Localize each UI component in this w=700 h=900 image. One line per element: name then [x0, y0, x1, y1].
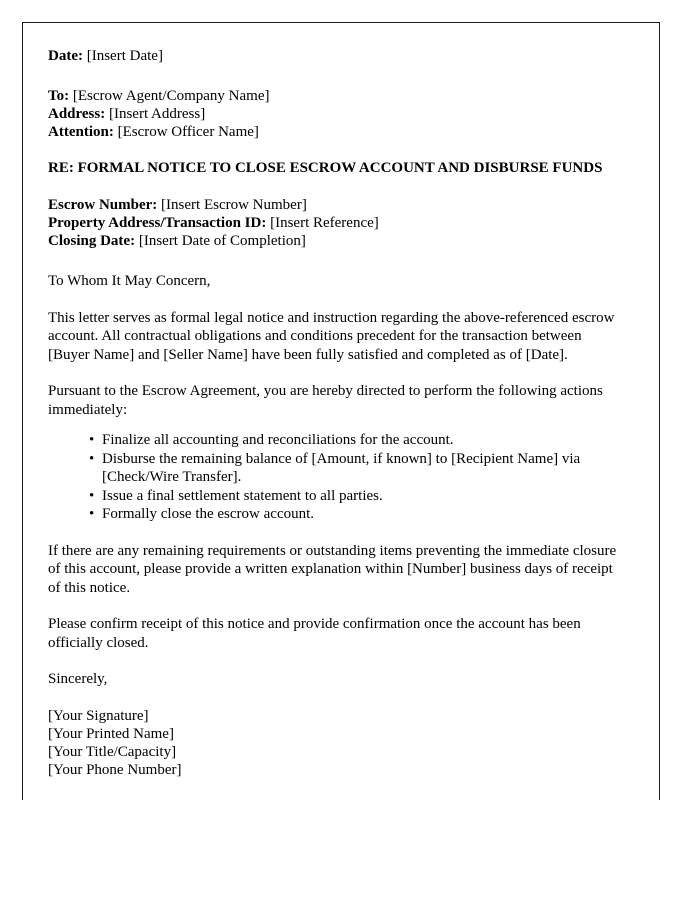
paragraph-4: Please confirm receipt of this notice and provide confirmation once the account has been officially closed.: [48, 616, 581, 651]
paragraph-3: If there are any remaining requirements or outstanding items preventing the immediate closure of this account, please provide a written explanation within [Number] business days of receipt of this notice.: [48, 542, 617, 596]
closing-date-label: Closing Date:: [48, 233, 136, 249]
paragraph-2: Pursuant to the Escrow Agreement, you are hereby directed to perform the following actions immediately:: [48, 383, 603, 418]
property-line: [48, 214, 621, 232]
attention-line: [48, 123, 621, 141]
recipient-line: [48, 87, 621, 105]
spacer: [48, 250, 621, 272]
date-label: Date:: [48, 48, 83, 64]
printed-name-line: [Your Printed Name]: [48, 725, 174, 742]
closing-salutation: Sincerely,: [48, 671, 108, 687]
spacer: [48, 291, 621, 309]
to-label: To:: [48, 88, 70, 104]
letter-page: [22, 22, 660, 800]
escrow-number-value: [Insert Escrow Number]: [161, 197, 307, 213]
property-value: [Insert Reference]: [270, 215, 379, 231]
title-line: [Your Title/Capacity]: [48, 743, 177, 760]
address-line: [48, 105, 621, 123]
list-item: • Finalize all accounting and reconciliations for the account.: [89, 431, 649, 450]
spacer: [48, 141, 621, 159]
escrow-number-label: Escrow Number:: [48, 197, 158, 213]
address-value: [Insert Address]: [108, 106, 206, 122]
spacer: [48, 597, 621, 615]
spacer: [48, 689, 621, 707]
spacer: [48, 652, 621, 670]
attention-label: Attention:: [48, 124, 114, 140]
attention-value: [Escrow Officer Name]: [117, 124, 259, 140]
signature-line: [Your Signature]: [48, 707, 149, 724]
list-item: • Issue a final settlement statement to all parties.: [89, 487, 649, 506]
letter-content: [48, 47, 621, 779]
phone-line: [Your Phone Number]: [48, 761, 182, 778]
spacer: [48, 65, 621, 87]
date-line: [48, 47, 621, 65]
closing-date-value: [Insert Date of Completion]: [138, 233, 306, 249]
to-value: [Escrow Agent/Company Name]: [72, 88, 270, 104]
closing-date-line: [48, 232, 621, 250]
list-item: • Disburse the remaining balance of [Amount, if known] to [Recipient Name] via [Check/Wire Transfer].: [89, 450, 649, 487]
escrow-number-line: [48, 196, 621, 214]
date-value: [Insert Date]: [86, 48, 163, 64]
paragraph-1: This letter serves as formal legal notice and instruction regarding the above-referenced escrow account. All contractual obligations and conditions precedent for the transaction between [Buyer Name] and [Seller Name] have been fully satisfied and completed as of [Date].: [48, 309, 615, 363]
list-item: • Formally close the escrow account.: [89, 505, 649, 524]
address-label: Address:: [48, 106, 106, 122]
spacer: [48, 178, 621, 196]
property-label: Property Address/Transaction ID:: [48, 215, 267, 231]
salutation: To Whom It May Concern,: [48, 273, 211, 289]
subject-heading: RE: FORMAL NOTICE TO CLOSE ESCROW ACCOUNT AND DISBURSE FUNDS: [48, 160, 603, 176]
spacer: [48, 364, 621, 382]
action-list: [48, 431, 649, 524]
spacer: [48, 524, 621, 542]
spacer: [48, 419, 621, 431]
